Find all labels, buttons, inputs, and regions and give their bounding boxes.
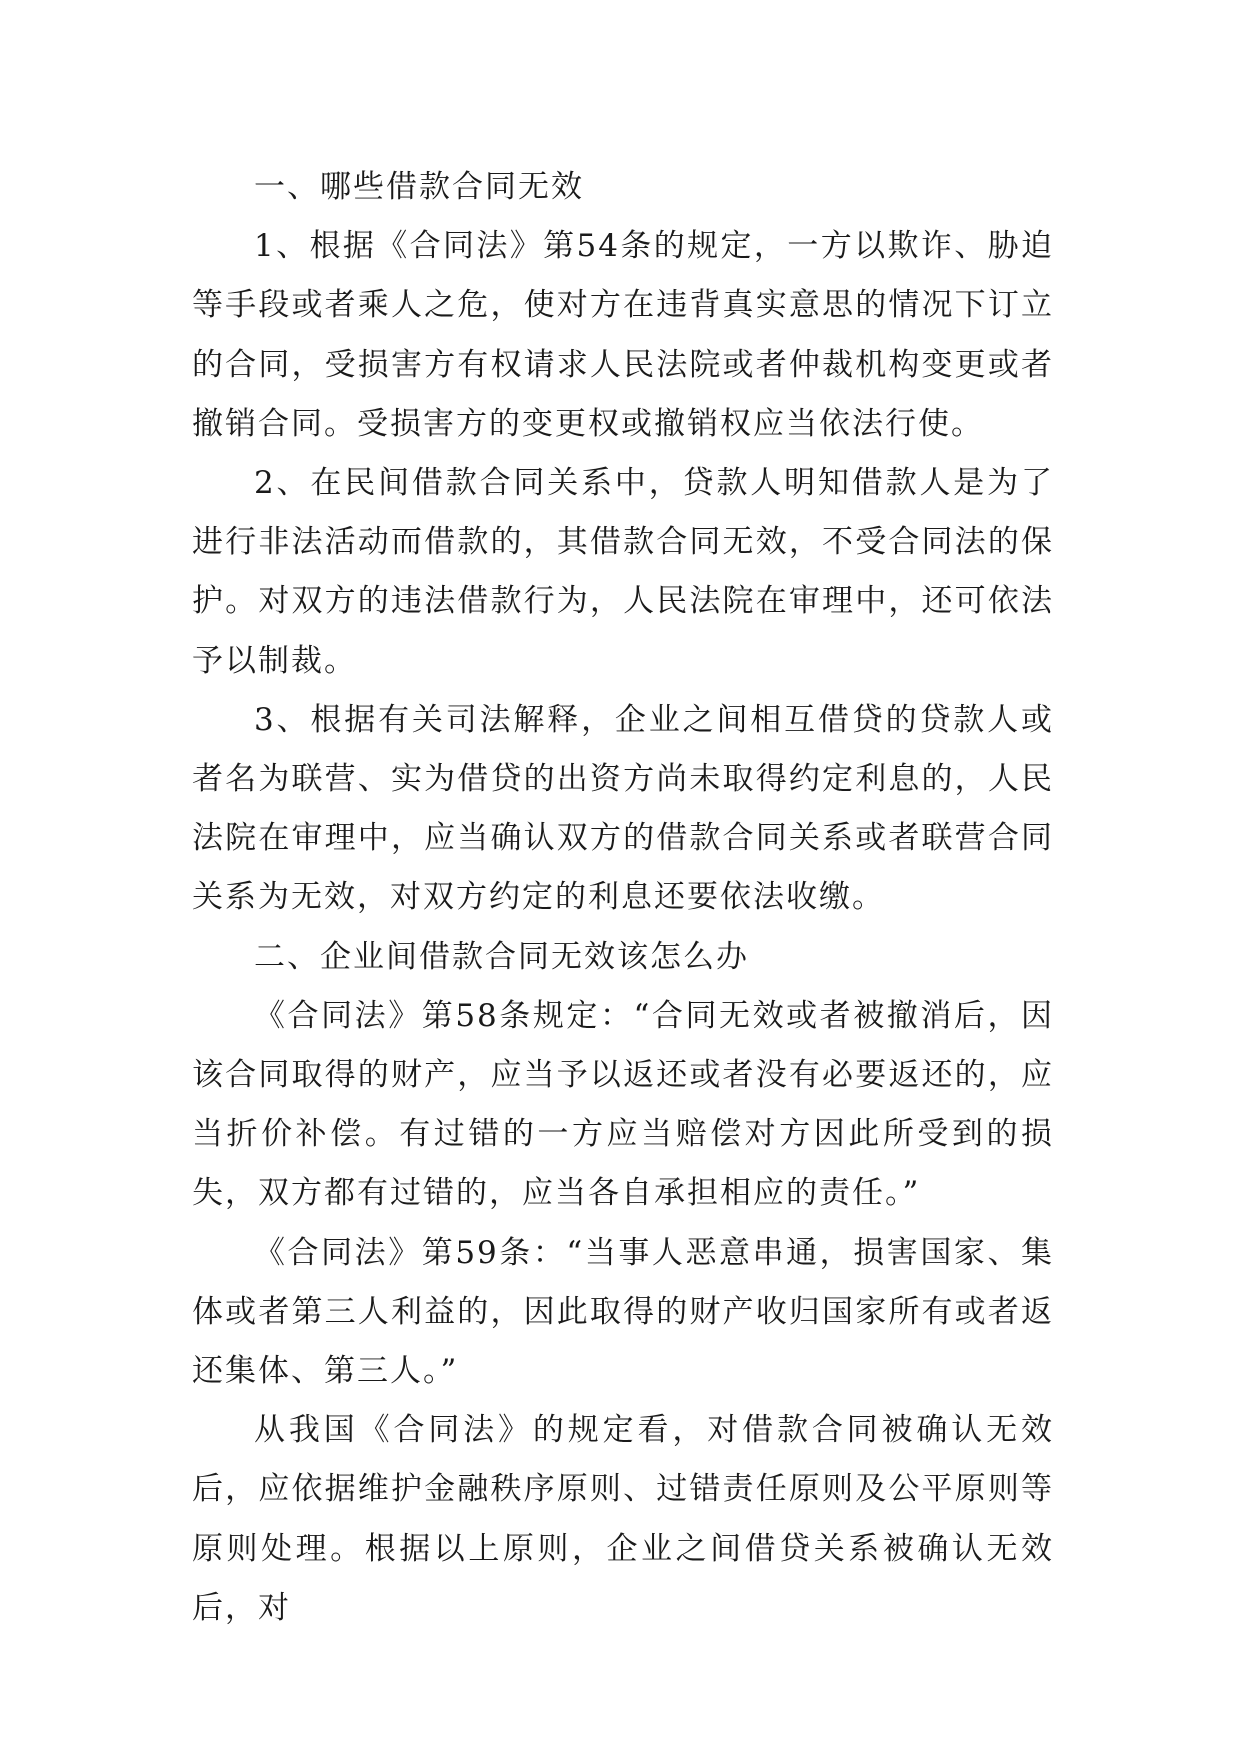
paragraph-item-1: 1、根据《合同法》第54条的规定，一方以欺诈、胁迫等手段或者乘人之危，使对方在违背真实意思的情况下订立的合同，受损害方有权请求人民法院或者仲裁机构变更或者撤销合同。受损害方的变更权或撤销权应当依法行使。	[192, 228, 1054, 442]
paragraph-article-58: 《合同法》第58条规定：“合同无效或者被撤消后，因该合同取得的财产，应当予以返还或者没有必要返还的，应当折价补偿。有过错的一方应当赔偿对方因此所受到的损失，双方都有过错的，应当各自承担相应的责任。”	[192, 997, 1054, 1212]
section-heading-2: 二、企业间借款合同无效该怎么办	[254, 938, 749, 975]
section-heading-1: 一、哪些借款合同无效	[254, 169, 584, 205]
paragraph-item-3: 3、根据有关司法解释，企业之间相互借贷的贷款人或者名为联营、实为借贷的出资方尚未取得约定利息的，人民法院在审理中，应当确认双方的借款合同关系或者联营合同关系为无效，对双方约定的利息还要依法收缴。	[192, 701, 1054, 916]
document-body	[192, 158, 1054, 1638]
paragraph-item-2: 2、在民间借款合同关系中，贷款人明知借款人是为了进行非法活动而借款的，其借款合同无效，不受合同法的保护。对双方的违法借款行为，人民法院在审理中，还可依法予以制裁。	[192, 465, 1054, 679]
paragraph-article-59: 《合同法》第59条：“当事人恶意串通，损害国家、集体或者第三人利益的，因此取得的财产收归国家所有或者返还集体、第三人。”	[192, 1234, 1054, 1390]
paragraph-principles: 从我国《合同法》的规定看，对借款合同被确认无效后，应依据维护金融秩序原则、过错责任原则及公平原则等原则处理。根据以上原则，企业之间借贷关系被确认无效后，对	[192, 1412, 1054, 1626]
